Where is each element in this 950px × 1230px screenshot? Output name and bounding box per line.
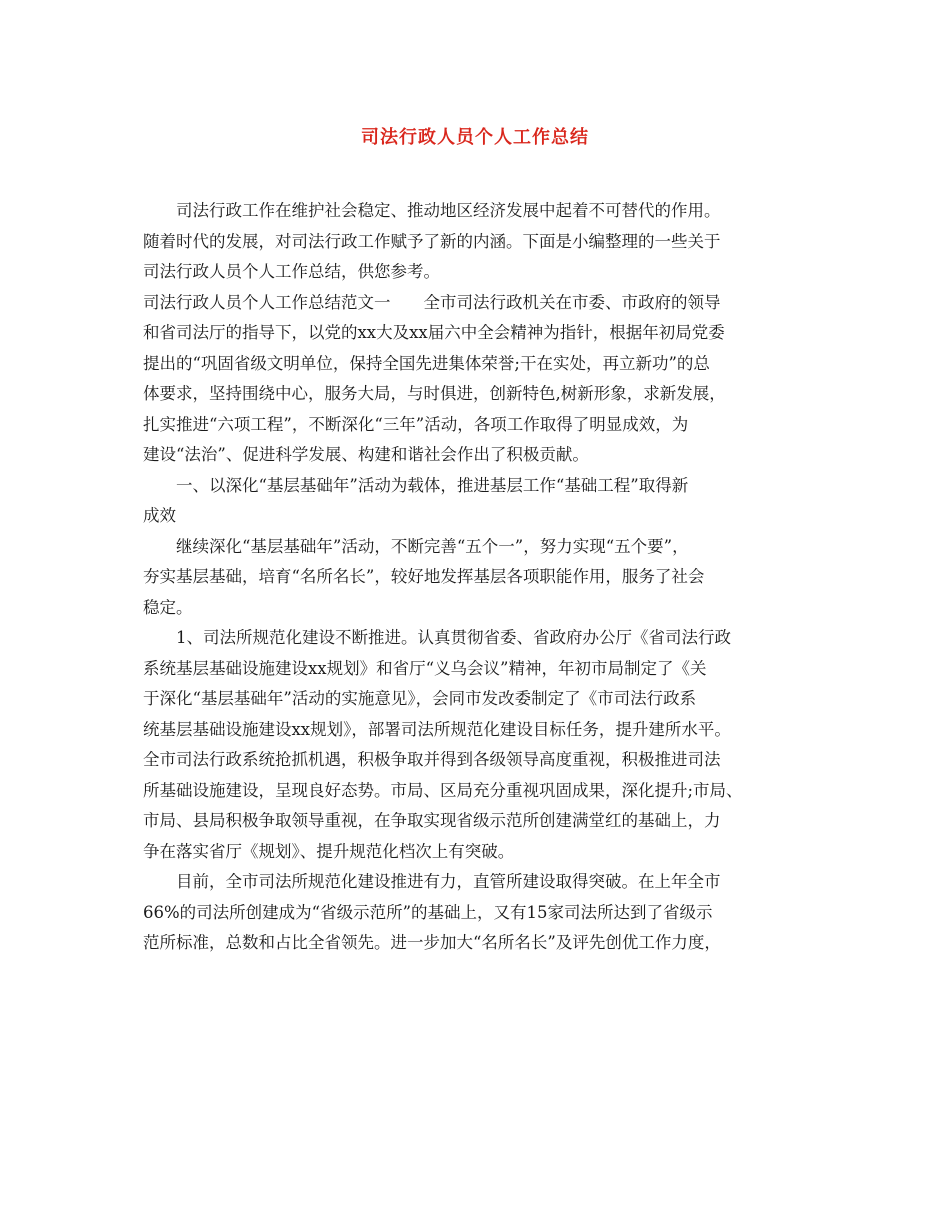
text-line: 司法行政工作在维护社会稳定、推动地区经济发展中起着不可替代的作用。 <box>143 201 721 220</box>
text-line: 夯实基层基础，培育“名所名长”，较好地发挥基层各项职能作用，服务了社会 <box>143 567 705 586</box>
text-line: 建设“法治”、促进科学发展、构建和谐社会作出了积极贡献。 <box>143 445 589 464</box>
text-line: 成效 <box>143 506 176 525</box>
text-line: 统基层基础设施建设xx规划》，部署司法所规范化建设目标任务，提升建所水平。 <box>143 719 731 739</box>
text-line: 市局、县局积极争取领导重视，在争取实现省级示范所创建满堂红的基础上，力 <box>143 811 721 830</box>
text-line: 提出的“巩固省级文明单位，保持全国先进集体荣誉;干在实处，再立新功”的总 <box>143 353 710 373</box>
text-line: 范所标准，总数和占比全省领先。进一步加大“名所名长”及评先创优工作力度， <box>143 933 721 952</box>
text-line: 于深化“基层基础年”活动的实施意见》，会同市发改委制定了《市司法行政系 <box>143 689 697 708</box>
text-line: 66%的司法所创建成为“省级示范所”的基础上，又有15家司法所达到了省级示 <box>143 902 713 922</box>
text-line: 继续深化“基层基础年”活动，不断完善“五个一”，努力实现“五个要”， <box>143 536 689 556</box>
document-body <box>143 196 815 959</box>
text-line: 全市司法行政系统抢抓机遇，积极争取并得到各级领导高度重视，积极推进司法 <box>143 750 721 769</box>
text-line: 司法行政人员个人工作总结范文一 全市司法行政机关在市委、市政府的领导 <box>143 292 721 312</box>
text-line: 体要求，坚持围绕中心，服务大局，与时俱进，创新特色,树新形象，求新发展， <box>143 384 726 403</box>
text-line: 所基础设施建设，呈现良好态势。市局、区局充分重视巩固成果，深化提升;市局、 <box>143 780 743 800</box>
text-line: 稳定。 <box>143 597 193 617</box>
text-line: 随着时代的发展，对司法行政工作赋予了新的内涵。下面是小编整理的一些关于 <box>143 231 721 251</box>
text-line: 扎实推进“六项工程”，不断深化“三年”活动，各项工作取得了明显成效，为 <box>143 414 689 434</box>
text-line: 系统基层基础设施建设xx规划》和省厅“义乌会议”精神，年初市局制定了《关 <box>143 658 707 678</box>
text-line: 和省司法厅的指导下，以党的xx大及xx届六中全会精神为指针，根据年初局党委 <box>143 323 725 342</box>
text-line: 1、司法所规范化建设不断推进。认真贯彻省委、省政府办公厅《省司法行政 <box>143 628 731 647</box>
text-line: 目前，全市司法所规范化建设推进有力，直管所建设取得突破。在上年全市 <box>143 872 721 891</box>
text-line: 司法行政人员个人工作总结，供您参考。 <box>143 262 440 281</box>
text-line: 一、以深化“基层基础年”活动为载体，推进基层工作“基础工程”取得新 <box>143 475 689 495</box>
text-line: 争在落实省厅《规划》、提升规范化档次上有突破。 <box>143 841 515 861</box>
document-title: 司法行政人员个人工作总结 <box>361 127 589 148</box>
